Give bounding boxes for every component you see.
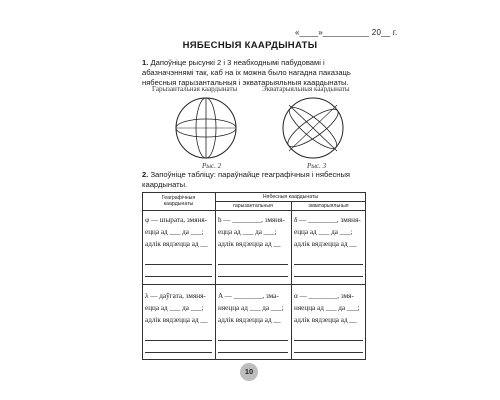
table-row-1-horizontal: h — ________, змяня- ецца ад ___ да ___; адлік вядзецца ад __ [218,216,285,248]
answer-line[interactable] [145,264,212,265]
table-divider [142,210,366,211]
header-horizontal: гарызантальныя [233,203,273,209]
header-geographic: Геаграфічныя каардынаты [161,195,196,207]
answer-line[interactable] [145,340,212,341]
figure-3-sphere [277,95,357,165]
answer-line[interactable] [294,352,363,353]
answer-line[interactable] [218,276,288,277]
answer-line[interactable] [218,352,288,353]
answer-line[interactable] [294,340,363,341]
figure-3-label: Рыс. 3 [307,162,327,170]
table-divider [215,201,366,202]
page-number: 10 [240,363,258,381]
table-row-1-geographic: φ — шырата, змяня- ецца ад ___ да ___; адлік вядзецца ад __ [145,216,208,248]
task-1 [142,58,370,88]
figure-3-caption: Экватарыяльныя каардынаты [262,85,350,93]
table-row-2-horizontal: A — ________, зма- няецца ад ___ да ___; адлік вядзецца ад __ [218,292,284,324]
answer-line[interactable] [218,340,288,341]
task-2-text: Запоўніце табліцу: параўнайце геаграфічныя і нябесныя каардынаты. [142,170,351,189]
table-row-2-geographic: λ — даўгата, змяня- ецца ад ___ да ___; адлік вядзецца ад __ [145,292,208,324]
answer-line[interactable] [294,264,363,265]
task-1-number: 1. [142,58,149,67]
figure-2-caption: Гарызантальная каардынаты [152,85,238,93]
table-divider [142,284,366,285]
task-2 [142,170,370,190]
table-row-1-equatorial: δ — ________, змяня- ецца ад ___ да ___; адлік вядзецца ад __ [294,216,361,248]
header-celestial: Нябесныя каардынаты [262,194,319,200]
answer-line[interactable] [145,276,212,277]
task-1-text: Дапоўніце рысункі 2 і 3 неабходнымі пабудовамі і абазначэннямі так, каб на іх можна было нагадна паказаць нябесныя гарызантальныя і экватарыяльныя каардынаты. [142,58,351,87]
table-divider [215,192,216,360]
table-divider [291,201,292,360]
answer-line[interactable] [294,276,363,277]
figure-2-label: Рыс. 2 [202,162,222,170]
answer-line[interactable] [218,264,288,265]
task-2-number: 2. [142,170,149,179]
header-equatorial: экватарыяльныя [308,203,349,209]
table-row-2-equatorial: α — ________, змя- няецца ад ___ да ___; адлік вядзецца ад __ [294,292,360,324]
page-title: НЯБЕСНЫЯ КААРДЫНАТЫ [182,40,318,51]
date-line: «____»__________ 20__ г. [295,28,398,37]
figure-2-sphere [170,95,250,165]
answer-line[interactable] [145,352,212,353]
